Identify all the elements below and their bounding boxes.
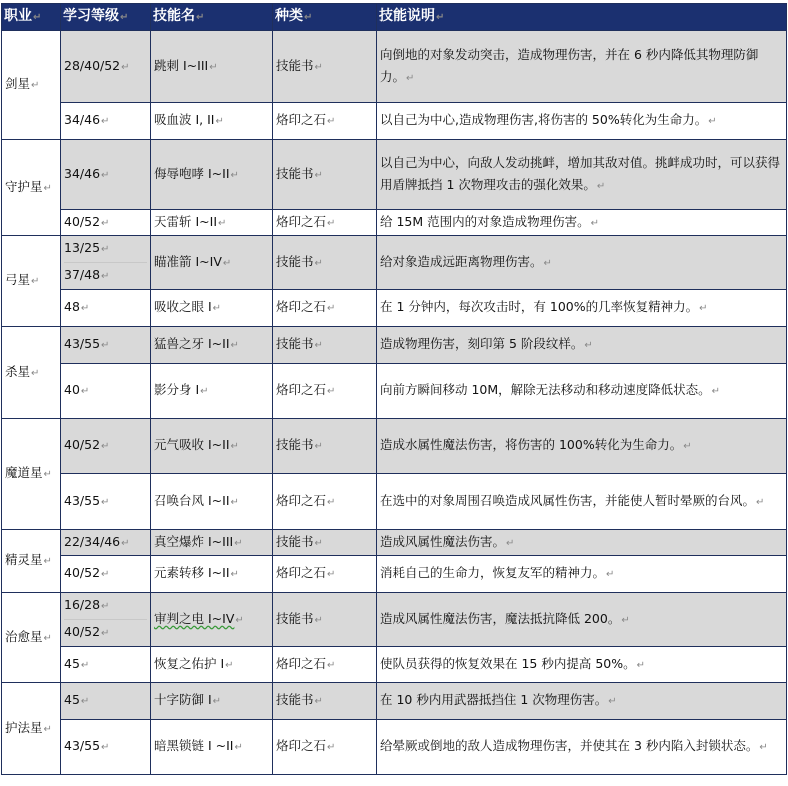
skill-description-cell — [377, 236, 787, 290]
skill-name-text: 猛兽之牙 I~II — [154, 336, 230, 351]
paragraph-mark: ↵ — [101, 601, 110, 612]
paragraph-mark: ↵ — [218, 217, 227, 229]
paragraph-mark: ↵ — [314, 61, 323, 73]
level-cell — [61, 210, 151, 236]
level-cell — [61, 683, 151, 720]
profession-cell — [2, 683, 61, 775]
paragraph-mark: ↵ — [43, 182, 52, 194]
skill-description-cell — [377, 210, 787, 236]
table-row — [2, 720, 787, 775]
profession-label: 治愈星 — [5, 628, 43, 644]
profession-label: 杀星 — [5, 363, 31, 379]
skill-type-cell — [273, 530, 377, 556]
skill-name-text: 暗黑锁链 I ~II — [154, 738, 234, 753]
paragraph-mark: ↵ — [43, 556, 52, 567]
skill-type-text: 烙印之石 — [276, 382, 327, 397]
skill-type-text: 烙印之石 — [276, 112, 327, 127]
skill-type-text: 烙印之石 — [276, 213, 327, 229]
table-row — [2, 647, 787, 683]
paragraph-mark: ↵ — [235, 614, 244, 626]
profession-label: 弓星 — [5, 272, 31, 287]
skill-type-cell — [273, 593, 377, 647]
skill-description-text: 给 15M 范围内的对象造成物理伤害。 — [380, 213, 590, 229]
paragraph-mark: ↵ — [327, 659, 336, 671]
paragraph-mark: ↵ — [327, 496, 336, 508]
skill-name-text: 元素转移 I~II — [154, 565, 230, 580]
skill-name-cell — [151, 140, 273, 210]
level-text: 34/46 — [64, 112, 101, 127]
paragraph-mark: ↵ — [212, 696, 222, 707]
skill-description-cell — [377, 556, 787, 593]
paragraph-mark: ↵ — [101, 628, 110, 639]
level-cell — [61, 290, 151, 327]
paragraph-mark: ↵ — [43, 632, 52, 644]
skill-type-text: 烙印之石 — [276, 738, 327, 753]
level-text: 34/46 — [64, 165, 101, 181]
skill-description-text: 以自己为中心,造成物理伤害,将伤害的 50%转化为生命力。 — [380, 112, 708, 127]
skill-name-cell — [151, 210, 273, 236]
paragraph-mark: ↵ — [101, 244, 110, 255]
skill-description-text: 消耗自己的生命力，恢复友军的精神力。 — [380, 565, 606, 580]
skill-type-cell — [273, 210, 377, 236]
paragraph-mark: ↵ — [101, 742, 110, 753]
paragraph-mark: ↵ — [200, 386, 209, 397]
level-line — [64, 593, 147, 619]
paragraph-mark: ↵ — [234, 742, 243, 753]
table-row — [2, 140, 787, 210]
skill-name-text: 吸血波 I, II — [154, 112, 215, 127]
skill-type-text: 技能书 — [276, 336, 314, 351]
skill-name-cell — [151, 290, 273, 327]
skill-type-text: 技能书 — [276, 253, 314, 269]
paragraph-mark: ↵ — [314, 614, 323, 626]
header-skill-name: 技能名↵ — [151, 4, 273, 31]
paragraph-mark: ↵ — [80, 659, 90, 671]
level-cell — [61, 140, 151, 210]
level-cell — [61, 364, 151, 419]
skill-name-cell — [151, 593, 273, 647]
paragraph-mark: ↵ — [314, 537, 323, 549]
paragraph-mark: ↵ — [590, 217, 600, 229]
table-row — [2, 556, 787, 593]
level-cell — [61, 720, 151, 775]
skill-name-cell — [151, 103, 273, 140]
paragraph-mark: ↵ — [80, 386, 90, 397]
paragraph-mark: ↵ — [212, 303, 222, 314]
profession-cell — [2, 593, 61, 683]
paragraph-mark: ↵ — [327, 303, 336, 314]
level-text: 40/52 — [64, 437, 101, 452]
skill-type-text: 烙印之石 — [276, 565, 327, 580]
skill-type-text: 技能书 — [276, 533, 314, 549]
paragraph-mark: ↵ — [80, 696, 90, 707]
skill-type-cell — [273, 31, 377, 103]
paragraph-mark: ↵ — [314, 696, 323, 707]
skill-description-cell — [377, 593, 787, 647]
header-type: 种类↵ — [273, 4, 377, 31]
skill-description-cell — [377, 290, 787, 327]
table-row — [2, 236, 787, 290]
skill-name-cell — [151, 31, 273, 103]
skill-type-cell — [273, 327, 377, 364]
table-row — [2, 474, 787, 530]
profession-label: 魔道星 — [5, 465, 43, 480]
paragraph-mark: ↵ — [121, 537, 130, 549]
table-row — [2, 103, 787, 140]
skill-type-cell — [273, 474, 377, 530]
paragraph-mark: ↵ — [101, 271, 110, 282]
paragraph-mark: ↵ — [683, 441, 692, 452]
skill-type-cell — [273, 140, 377, 210]
skill-name-cell — [151, 556, 273, 593]
table-row — [2, 419, 787, 474]
level-cell — [61, 236, 151, 290]
skill-name-text: 恢复之佑护 I — [154, 655, 225, 671]
paragraph-mark: ↵ — [80, 303, 90, 314]
level-cell — [61, 647, 151, 683]
level-cell — [61, 474, 151, 530]
skill-name-text: 跳刺 I~III — [154, 57, 209, 73]
profession-cell — [2, 31, 61, 140]
level-text: 13/25 — [64, 240, 101, 255]
profession-cell — [2, 419, 61, 530]
skill-name-cell — [151, 530, 273, 556]
skill-description-text: 在 1 分钟内，每次攻击时，有 100%的几率恢复精神力。 — [380, 299, 699, 314]
skill-name-text: 十字防御 I — [154, 692, 212, 707]
table-row — [2, 530, 787, 556]
skill-description-cell — [377, 530, 787, 556]
level-cell — [61, 530, 151, 556]
paragraph-mark: ↵ — [584, 340, 593, 351]
level-text: 40/52 — [64, 624, 101, 639]
level-text: 28/40/52 — [64, 57, 121, 73]
paragraph-mark: ↵ — [506, 537, 515, 549]
skill-name-text: 吸收之眼 I — [154, 299, 212, 314]
skill-description-text: 使队员获得的恢复效果在 15 秒内提高 50%。 — [380, 655, 636, 671]
paragraph-mark: ↵ — [230, 340, 239, 351]
table-row — [2, 327, 787, 364]
level-line — [64, 619, 147, 646]
skill-type-text: 技能书 — [276, 610, 314, 626]
skill-name-cell — [151, 364, 273, 419]
paragraph-mark: ↵ — [230, 169, 239, 181]
profession-cell — [2, 140, 61, 236]
skills-table — [1, 3, 787, 775]
level-text: 16/28 — [64, 597, 101, 612]
level-text: 48 — [64, 299, 80, 314]
skill-description-cell — [377, 474, 787, 530]
skill-description-text: 给晕厥或倒地的敌人造成物理伤害，并使其在 3 秒内陷入封锁状态。 — [380, 738, 759, 753]
paragraph-mark: ↵ — [406, 72, 415, 84]
skill-type-text: 烙印之石 — [276, 299, 327, 314]
skill-description-text: 造成物理伤害，刻印第 5 阶段纹样。 — [380, 336, 584, 351]
skill-type-text: 烙印之石 — [276, 655, 327, 671]
paragraph-mark: ↵ — [621, 614, 630, 626]
header-level: 学习等级↵ — [61, 4, 151, 31]
skill-type-text: 技能书 — [276, 165, 314, 181]
level-text: 43/55 — [64, 738, 101, 753]
paragraph-mark: ↵ — [606, 569, 615, 580]
level-text: 43/55 — [64, 336, 101, 351]
skill-description-text: 造成风属性魔法伤害。 — [380, 533, 506, 549]
profession-cell — [2, 236, 61, 327]
skill-name-text: 侮辱咆哮 I~II — [154, 165, 230, 181]
skill-type-text: 技能书 — [276, 57, 314, 73]
paragraph-mark: ↵ — [31, 276, 40, 287]
skill-type-cell — [273, 364, 377, 419]
skill-type-cell — [273, 419, 377, 474]
level-text: 45 — [64, 692, 80, 707]
skill-description-text: 在选中的对象周围召唤造成风属性伤害，并能使人暂时晕厥的台风。 — [380, 492, 756, 508]
skill-description-text: 在 10 秒内用武器抵挡住 1 次物理伤害。 — [380, 692, 608, 707]
skill-type-cell — [273, 556, 377, 593]
profession-cell — [2, 530, 61, 593]
skill-description-cell — [377, 327, 787, 364]
paragraph-mark: ↵ — [543, 257, 552, 269]
profession-label: 护法星 — [5, 719, 43, 735]
skill-name-cell — [151, 720, 273, 775]
skill-type-cell — [273, 647, 377, 683]
skill-name-text: 影分身 I — [154, 382, 200, 397]
paragraph-mark: ↵ — [708, 116, 717, 127]
paragraph-mark: ↵ — [101, 569, 110, 580]
paragraph-mark: ↵ — [225, 659, 234, 671]
table-header-row — [2, 4, 787, 31]
skill-name-text: 审判之电 I~IV — [154, 610, 235, 626]
skill-name-cell — [151, 683, 273, 720]
paragraph-mark: ↵ — [327, 217, 336, 229]
skill-description-cell — [377, 364, 787, 419]
skill-type-cell — [273, 103, 377, 140]
paragraph-mark: ↵ — [327, 386, 336, 397]
paragraph-mark: ↵ — [234, 537, 243, 549]
paragraph-mark: ↵ — [230, 496, 239, 508]
table-row — [2, 364, 787, 419]
skill-description-text: 造成水属性魔法伤害，将伤害的 100%转化为生命力。 — [380, 437, 683, 452]
level-text: 37/48 — [64, 267, 101, 282]
skill-description-text: 向前方瞬间移动 10M，解除无法移动和移动速度降低状态。 — [380, 382, 711, 397]
paragraph-mark: ↵ — [101, 441, 110, 452]
skill-type-cell — [273, 290, 377, 327]
paragraph-mark: ↵ — [31, 367, 40, 379]
table-row — [2, 210, 787, 236]
level-cell — [61, 31, 151, 103]
skill-name-cell — [151, 474, 273, 530]
paragraph-mark: ↵ — [101, 496, 110, 508]
paragraph-mark: ↵ — [230, 441, 239, 452]
level-text: 40 — [64, 382, 80, 397]
paragraph-mark: ↵ — [43, 469, 52, 480]
skill-description-cell — [377, 647, 787, 683]
skill-name-text: 天雷斩 I~II — [154, 213, 218, 229]
table-row — [2, 593, 787, 647]
paragraph-mark: ↵ — [314, 169, 323, 181]
paragraph-mark: ↵ — [596, 180, 606, 192]
skill-description-text: 以自己为中心，向敌人发动挑衅，增加其敌对值。挑衅成功时，可以获得用盾牌抵挡 1 次物理攻击的强化效果。 — [380, 154, 781, 192]
skill-name-text: 瞄准箭 I~IV — [154, 253, 222, 269]
paragraph-mark: ↵ — [759, 742, 768, 753]
paragraph-mark: ↵ — [101, 217, 110, 229]
table-row — [2, 290, 787, 327]
profession-label: 剑星 — [5, 76, 31, 91]
skill-name-cell — [151, 647, 273, 683]
paragraph-mark: ↵ — [222, 257, 232, 269]
level-text: 45 — [64, 655, 80, 671]
skill-description-text: 造成风属性魔法伤害，魔法抵抗降低 200。 — [380, 610, 621, 626]
skill-type-text: 技能书 — [276, 437, 314, 452]
skill-description-text: 向倒地的对象发动突击，造成物理伤害，并在 6 秒内降低其物理防御力。 — [380, 46, 759, 84]
skill-type-cell — [273, 236, 377, 290]
paragraph-mark: ↵ — [101, 169, 110, 181]
skill-type-text: 技能书 — [276, 692, 314, 707]
header-description: 技能说明↵ — [377, 4, 787, 31]
skill-name-text: 真空爆炸 I~III — [154, 533, 234, 549]
paragraph-mark: ↵ — [636, 659, 646, 671]
profession-label: 精灵星 — [5, 552, 43, 567]
level-text: 22/34/46 — [64, 533, 121, 549]
level-text: 40/52 — [64, 565, 101, 580]
table-row — [2, 683, 787, 720]
paragraph-mark: ↵ — [215, 116, 224, 127]
profession-cell — [2, 327, 61, 419]
paragraph-mark: ↵ — [327, 569, 336, 580]
paragraph-mark: ↵ — [711, 386, 721, 397]
skill-description-cell — [377, 683, 787, 720]
paragraph-mark: ↵ — [327, 116, 336, 127]
skill-name-cell — [151, 327, 273, 364]
skill-description-cell — [377, 419, 787, 474]
skill-type-cell — [273, 720, 377, 775]
level-cell — [61, 419, 151, 474]
paragraph-mark: ↵ — [43, 723, 52, 735]
paragraph-mark: ↵ — [101, 116, 110, 127]
level-text: 40/52 — [64, 213, 101, 229]
paragraph-mark: ↵ — [230, 569, 239, 580]
skill-type-cell — [273, 683, 377, 720]
level-text: 43/55 — [64, 492, 101, 508]
skill-name-text: 元气吸收 I~II — [154, 437, 230, 452]
skill-type-text: 烙印之石 — [276, 492, 327, 508]
paragraph-mark: ↵ — [756, 496, 765, 508]
skill-name-cell — [151, 419, 273, 474]
paragraph-mark: ↵ — [31, 80, 40, 91]
paragraph-mark: ↵ — [327, 742, 336, 753]
skill-name-cell — [151, 236, 273, 290]
skill-description-cell — [377, 140, 787, 210]
level-cell — [61, 327, 151, 364]
skill-description-cell — [377, 31, 787, 103]
table-row — [2, 31, 787, 103]
level-cell — [61, 103, 151, 140]
header-profession: 职业↵ — [2, 4, 61, 31]
paragraph-mark: ↵ — [314, 257, 323, 269]
level-cell — [61, 593, 151, 647]
profession-label: 守护星 — [5, 178, 43, 194]
paragraph-mark: ↵ — [608, 696, 617, 707]
skill-description-cell — [377, 103, 787, 140]
level-line — [64, 236, 147, 262]
paragraph-mark: ↵ — [209, 61, 218, 73]
level-line — [64, 262, 147, 289]
paragraph-mark: ↵ — [314, 441, 323, 452]
skill-description-text: 给对象造成远距离物理伤害。 — [380, 253, 543, 269]
skill-description-cell — [377, 720, 787, 775]
paragraph-mark: ↵ — [121, 61, 130, 73]
paragraph-mark: ↵ — [101, 340, 110, 351]
paragraph-mark: ↵ — [699, 303, 708, 314]
paragraph-mark: ↵ — [314, 340, 323, 351]
skill-name-text: 召唤台风 I~II — [154, 492, 230, 508]
level-cell — [61, 556, 151, 593]
